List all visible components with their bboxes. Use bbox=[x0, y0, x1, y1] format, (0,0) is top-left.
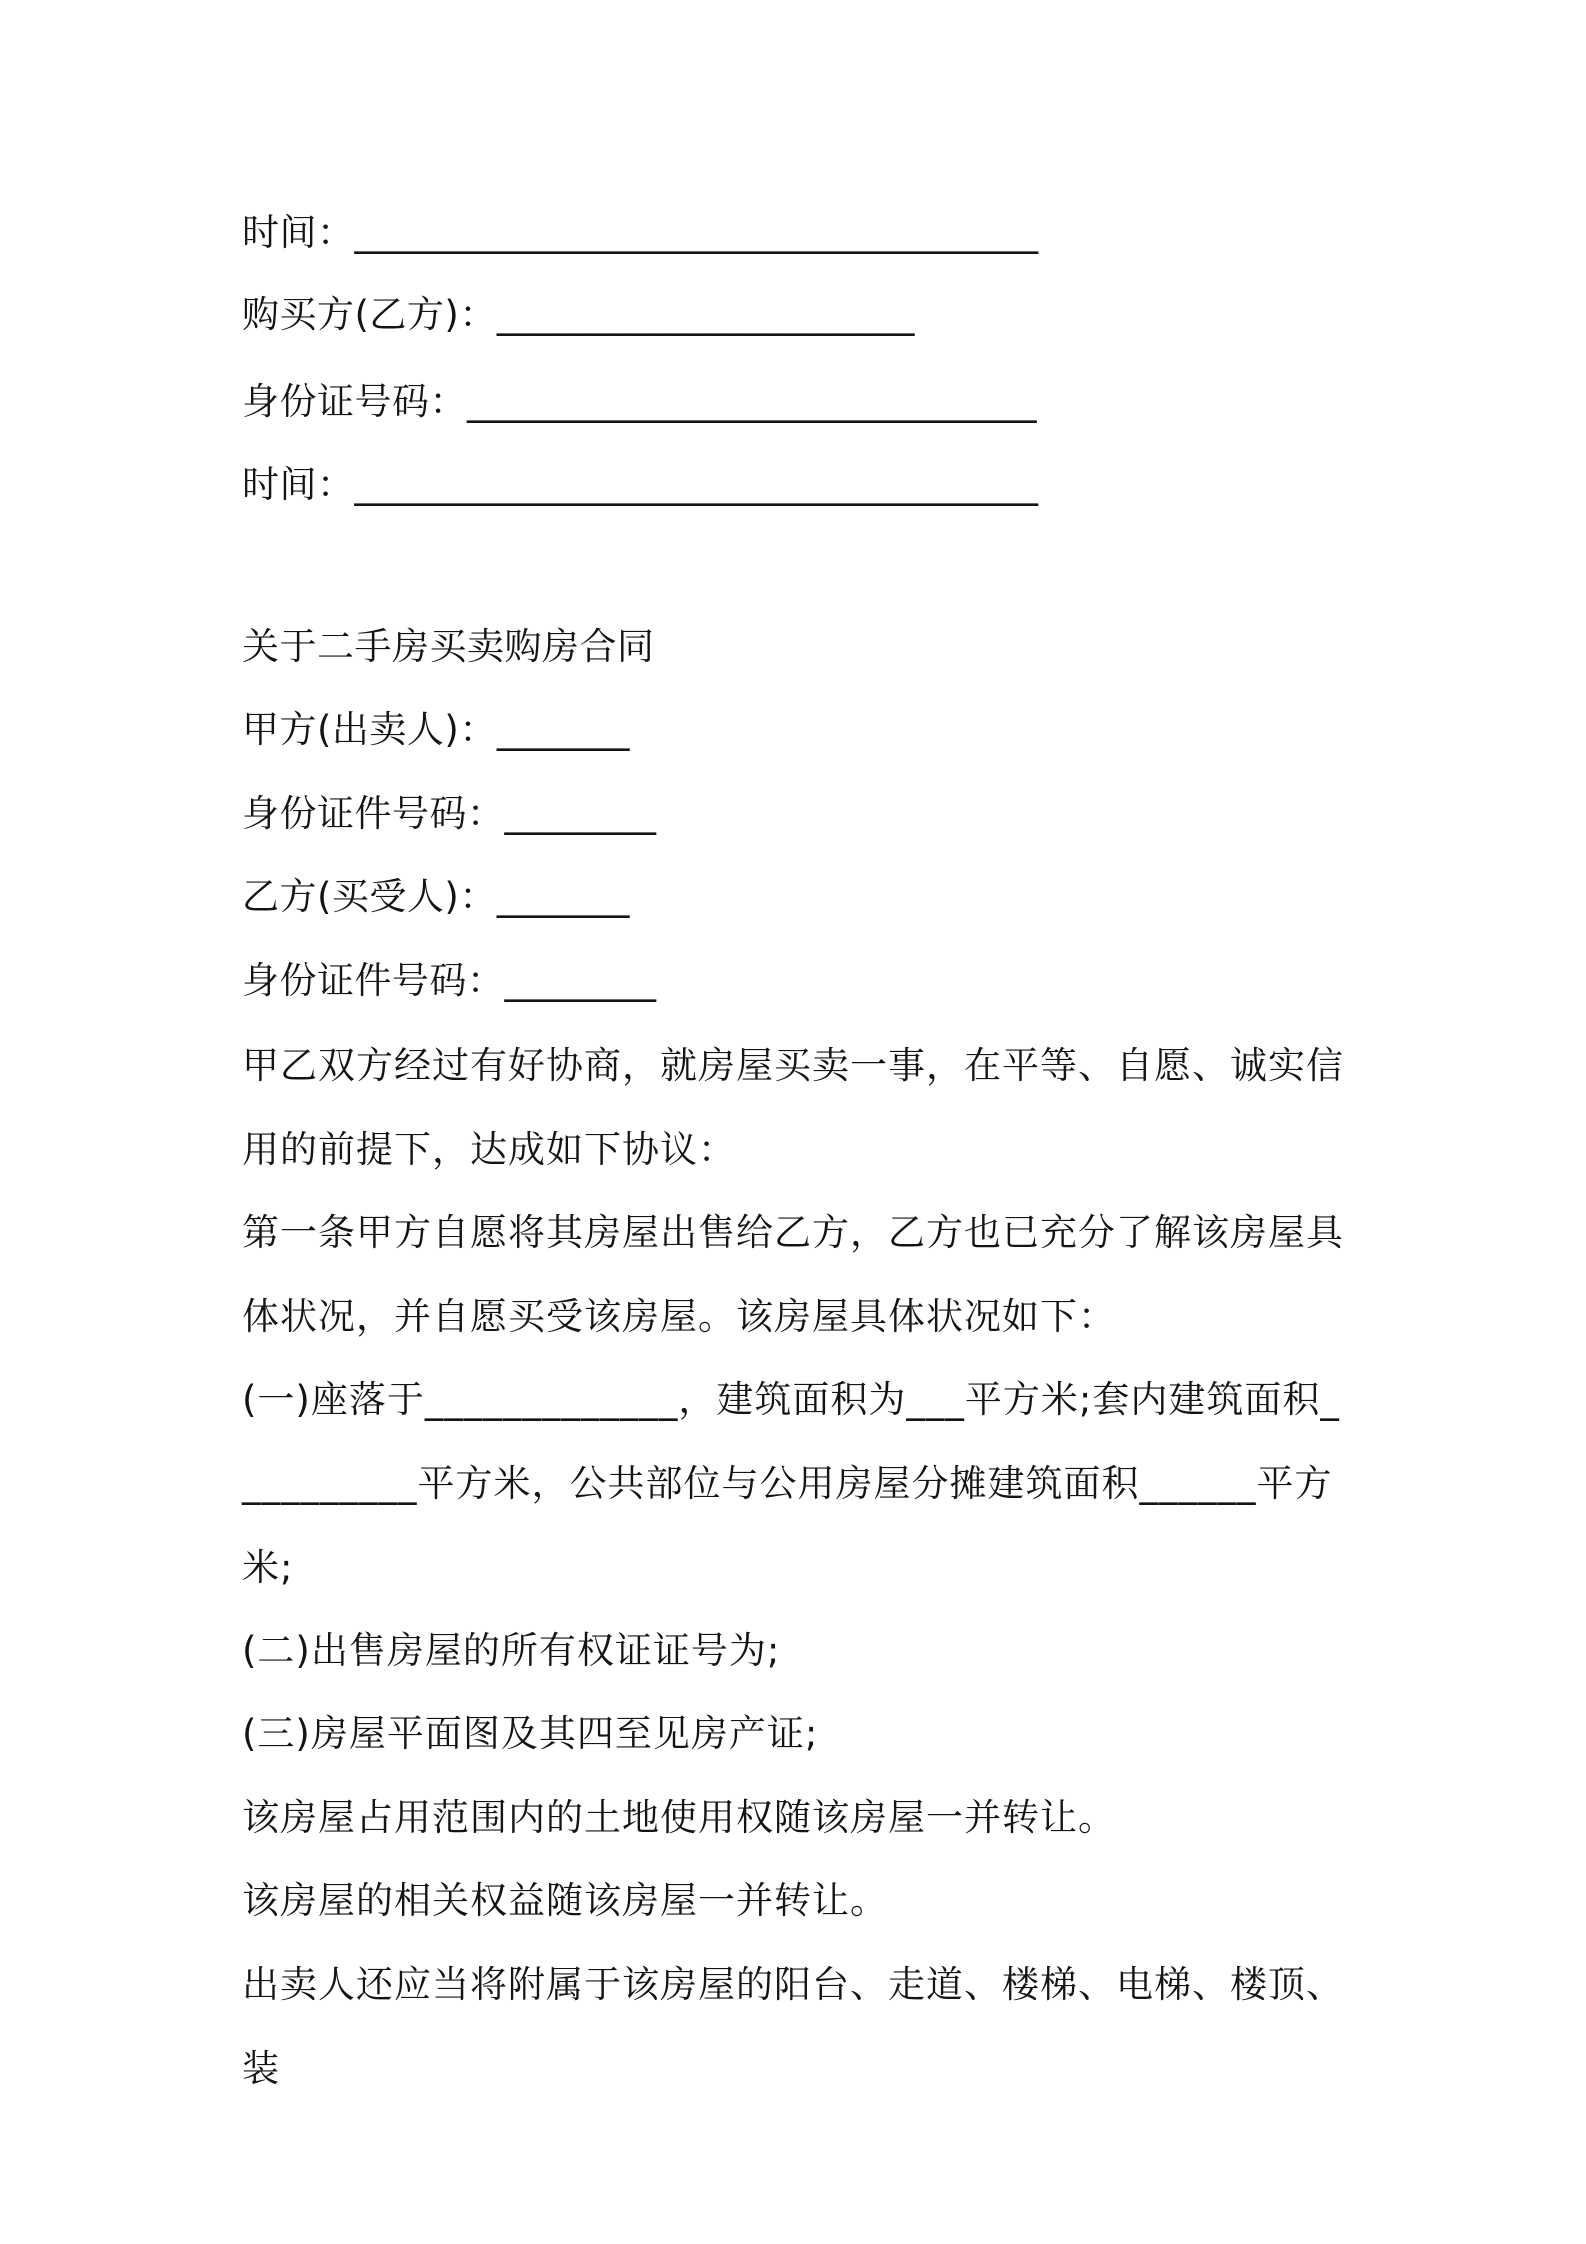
party-a-id-field: 身份证件号码：________ bbox=[242, 792, 657, 835]
land-use-paragraph: 该房屋占用范围内的土地使用权随该房屋一并转让。 bbox=[242, 1796, 1116, 1839]
item-3-paragraph: (三)房屋平面图及其四至见房产证; bbox=[242, 1712, 819, 1755]
header-id-number-field: 身份证号码：______________________________ bbox=[242, 380, 1037, 423]
article-1-paragraph: 第一条甲方自愿将其房屋出售给乙方，乙方也已充分了解该房屋具体状况，并自愿买受该房屋。该房屋具体状况如下： bbox=[242, 1211, 1344, 1338]
header-buyer-field: 购买方(乙方)：______________________ bbox=[242, 293, 915, 336]
item-1-paragraph: (一)座落于_____________，建筑面积为___平方米;套内建筑面积__________平方米，公共部位与公用房屋分摊建筑面积______平方米; bbox=[242, 1378, 1340, 1589]
seller-note-paragraph: 出卖人还应当将附属于该房屋的阳台、走道、楼梯、电梯、楼顶、装 bbox=[242, 1963, 1344, 2090]
party-a-field: 甲方(出卖人)：_______ bbox=[242, 708, 630, 751]
header-time-field-2: 时间：____________________________________ bbox=[242, 463, 1039, 506]
item-2-paragraph: (二)出售房屋的所有权证证号为; bbox=[242, 1629, 781, 1672]
rights-paragraph: 该房屋的相关权益随该房屋一并转让。 bbox=[242, 1879, 888, 1922]
header-time-field: 时间：____________________________________ bbox=[242, 211, 1039, 254]
contract-title: 关于二手房买卖购房合同 bbox=[242, 625, 655, 668]
party-b-id-field: 身份证件号码：________ bbox=[242, 959, 657, 1002]
intro-paragraph: 甲乙双方经过有好协商，就房屋买卖一事，在平等、自愿、诚实信用的前提下，达成如下协议： bbox=[242, 1044, 1344, 1171]
party-b-field: 乙方(买受人)：_______ bbox=[242, 875, 630, 918]
